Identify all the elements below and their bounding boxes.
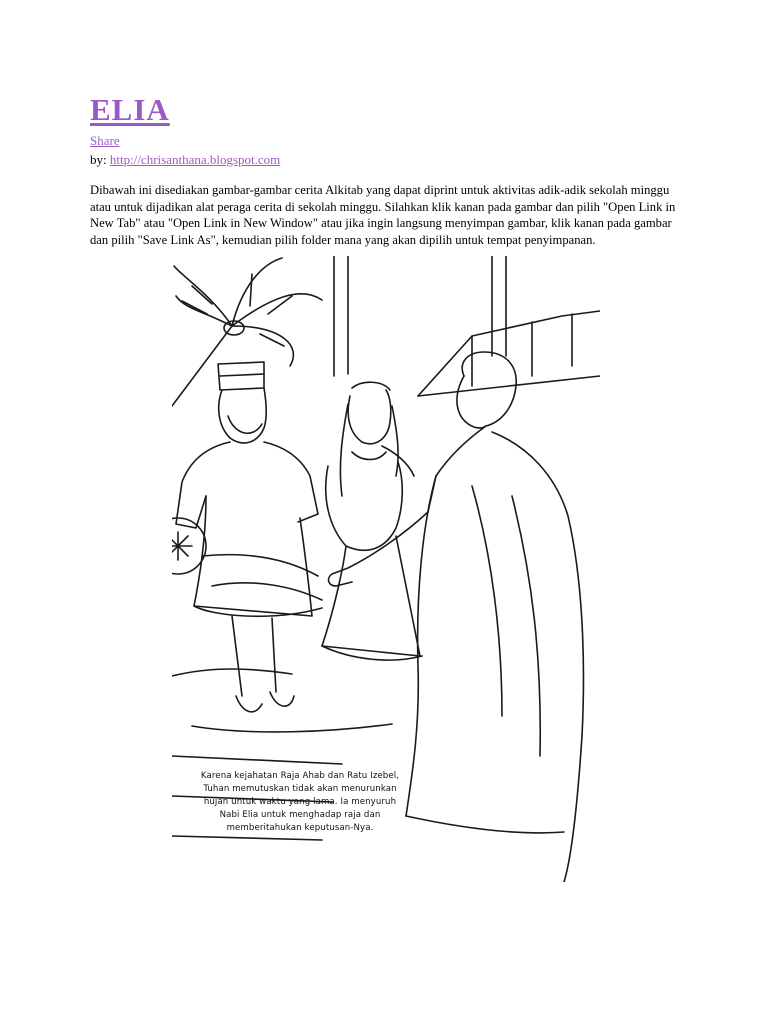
byline — [90, 152, 280, 168]
caption-line: Karena kejahatan Raja Ahab dan Ratu Izebel, — [200, 771, 400, 781]
caption-line: memberitahukan keputusan-Nya. — [226, 823, 374, 833]
intro-paragraph: Dibawah ini disediakan gambar-gambar cerita Alkitab yang dapat diprint untuk aktivitas adik-adik sekolah minggu atau untuk dijadikan alat peraga cerita di sekolah minggu. Silahkan klik kanan pada gambar dan pilih "Open Link in New Tab" atau "Open Link in New Window" atau jika ingin langsung menyimpan gambar, klik kanan pada gambar dan pilih "Save Link As", kemudian pilih folder mana yang akan dipilih untuk tempat penyimpanan. — [90, 183, 676, 247]
page-title: ELIA — [90, 92, 170, 127]
caption-line: hujan untuk waktu yang lama. Ia menyuruh — [203, 797, 397, 807]
by-label: by: — [90, 152, 107, 167]
queen-jezebel-figure — [322, 382, 422, 660]
caption-line: Nabi Elia untuk menghadap raja dan — [219, 810, 381, 820]
share-link[interactable]: Share — [90, 133, 120, 148]
author-link[interactable]: http://chrisanthana.blogspot.com — [109, 152, 281, 167]
illustration-caption — [172, 770, 428, 835]
feather-fan — [172, 258, 322, 406]
king-ahab-figure — [172, 362, 392, 732]
caption-line: Tuhan memutuskan tidak akan menurunkan — [203, 784, 397, 794]
palace-background — [334, 256, 600, 396]
